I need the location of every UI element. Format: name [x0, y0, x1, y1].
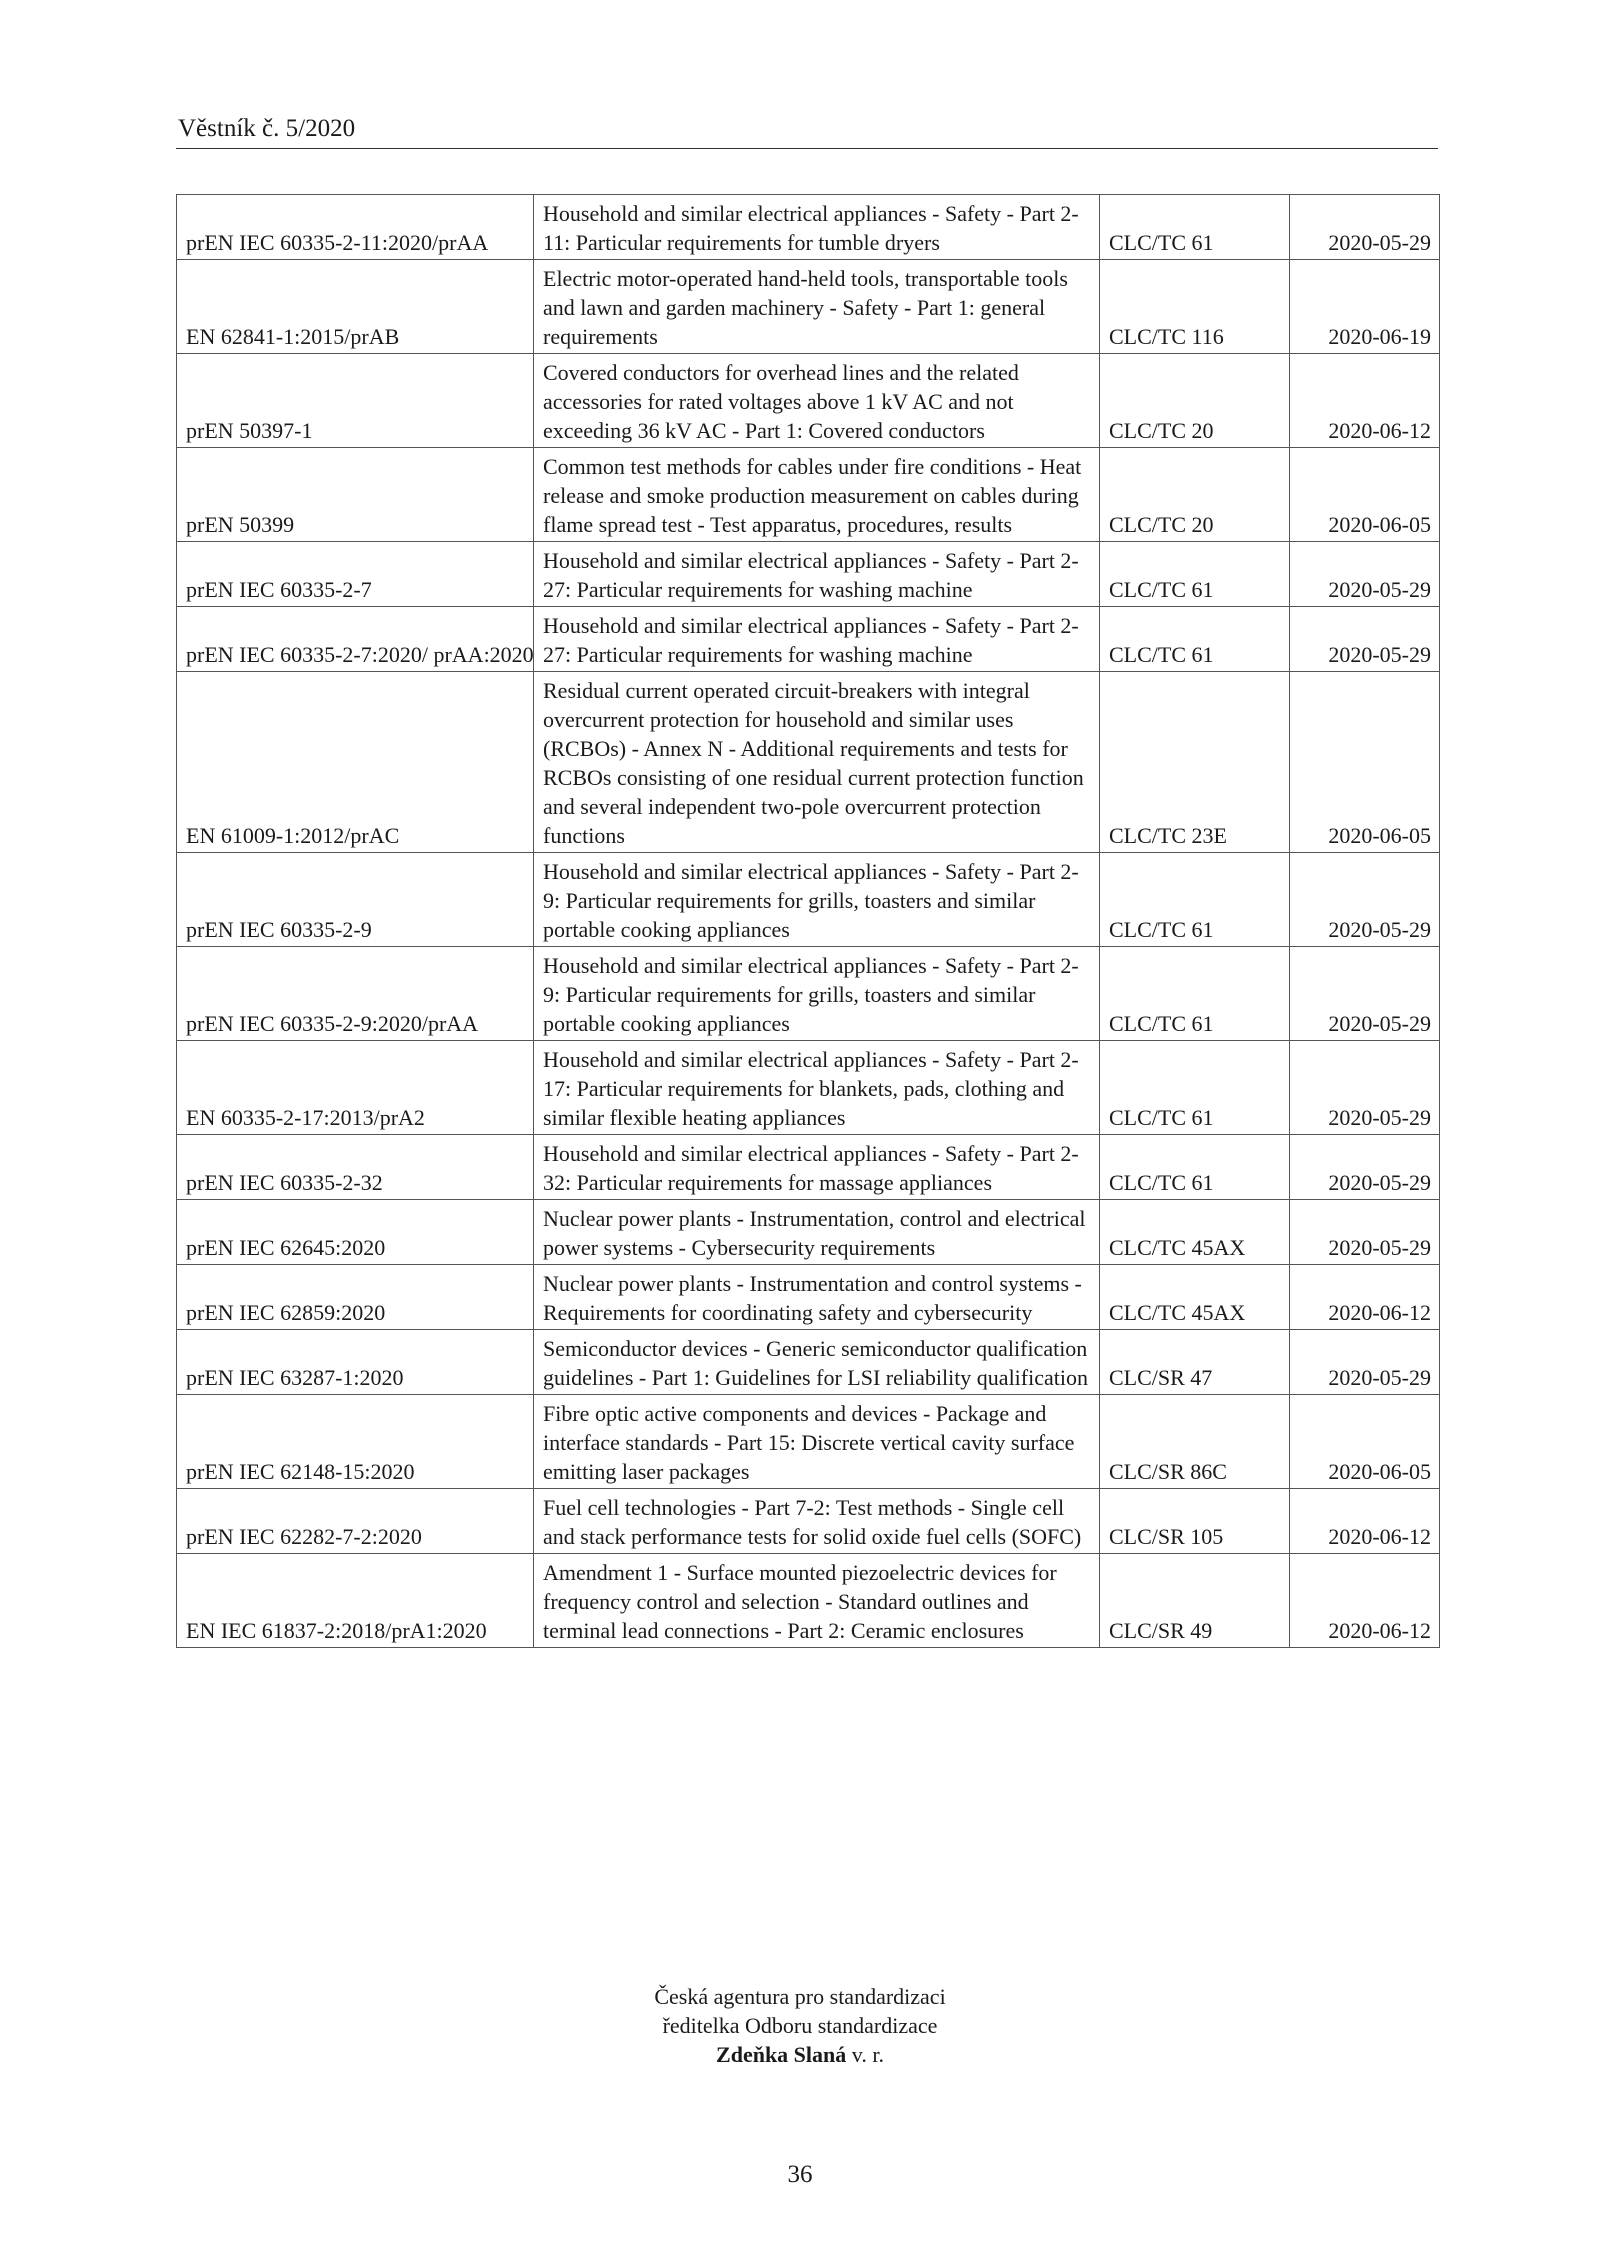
standard-title-cell: Household and similar electrical appliances - Safety - Part 2-9: Particular requirements for grills, toasters and similar portable cooking appliances — [534, 853, 1100, 947]
committee-cell: CLC/TC 45AX — [1100, 1200, 1290, 1265]
committee-cell: CLC/TC 61 — [1100, 1135, 1290, 1200]
deadline-date-cell: 2020-06-12 — [1290, 1489, 1440, 1554]
signature-block — [0, 1982, 1600, 2069]
table-row — [177, 1554, 1440, 1648]
committee-cell: CLC/TC 116 — [1100, 260, 1290, 354]
table-row — [177, 354, 1440, 448]
deadline-date-cell: 2020-06-12 — [1290, 354, 1440, 448]
standard-title-cell: Electric motor-operated hand-held tools, transportable tools and lawn and garden machinery - Safety - Part 1: general requirements — [534, 260, 1100, 354]
page-header — [176, 114, 1438, 149]
standard-title-cell: Household and similar electrical appliances - Safety - Part 2-11: Particular requirements for tumble dryers — [534, 195, 1100, 260]
standard-code-cell: prEN IEC 62859:2020 — [177, 1265, 534, 1330]
committee-cell: CLC/SR 86C — [1100, 1395, 1290, 1489]
page-number: 36 — [787, 2161, 813, 2188]
standard-code-cell: EN 60335-2-17:2013/prA2 — [177, 1041, 534, 1135]
deadline-date-cell: 2020-06-05 — [1290, 672, 1440, 853]
deadline-date-cell: 2020-05-29 — [1290, 1041, 1440, 1135]
deadline-date-cell: 2020-05-29 — [1290, 195, 1440, 260]
standard-code-cell: prEN IEC 62645:2020 — [177, 1200, 534, 1265]
committee-cell: CLC/TC 61 — [1100, 1041, 1290, 1135]
table-row — [177, 1395, 1440, 1489]
committee-cell: CLC/TC 20 — [1100, 448, 1290, 542]
committee-cell: CLC/SR 49 — [1100, 1554, 1290, 1648]
table-row — [177, 195, 1440, 260]
committee-cell: CLC/TC 61 — [1100, 195, 1290, 260]
deadline-date-cell: 2020-05-29 — [1290, 947, 1440, 1041]
standard-title-cell: Residual current operated circuit-breakers with integral overcurrent protection for household and similar uses (RCBOs) - Annex N - Additional requirements and tests for RCBOs consisting of one residual current protection function and several independent two-pole overcurrent protection functions — [534, 672, 1100, 853]
deadline-date-cell: 2020-06-05 — [1290, 448, 1440, 542]
signatory-name: Zdeňka Slaná — [716, 2042, 847, 2067]
standard-title-cell: Nuclear power plants - Instrumentation and control systems - Requirements for coordinating safety and cybersecurity — [534, 1265, 1100, 1330]
deadline-date-cell: 2020-05-29 — [1290, 1135, 1440, 1200]
deadline-date-cell: 2020-05-29 — [1290, 853, 1440, 947]
table-row — [177, 1135, 1440, 1200]
standard-code-cell: prEN IEC 62148-15:2020 — [177, 1395, 534, 1489]
signatory-name-line — [0, 2040, 1600, 2069]
standard-code-cell: EN 61009-1:2012/prAC — [177, 672, 534, 853]
deadline-date-cell: 2020-06-05 — [1290, 1395, 1440, 1489]
table-row — [177, 672, 1440, 853]
standard-code-cell: prEN IEC 60335-2-9:2020/prAA — [177, 947, 534, 1041]
standard-code-cell: prEN IEC 60335-2-7:2020/ prAA:2020 — [177, 607, 534, 672]
standard-code-cell: prEN IEC 63287-1:2020 — [177, 1330, 534, 1395]
table-row — [177, 448, 1440, 542]
table-row — [177, 260, 1440, 354]
standard-code-cell: prEN IEC 60335-2-7 — [177, 542, 534, 607]
standard-title-cell: Household and similar electrical appliances - Safety - Part 2-32: Particular requirements for massage appliances — [534, 1135, 1100, 1200]
deadline-date-cell: 2020-05-29 — [1290, 1330, 1440, 1395]
signatory-role: ředitelka Odboru standardizace — [662, 2013, 938, 2038]
table-row — [177, 1489, 1440, 1554]
table-row — [177, 853, 1440, 947]
committee-cell: CLC/TC 61 — [1100, 853, 1290, 947]
committee-cell: CLC/TC 61 — [1100, 607, 1290, 672]
committee-cell: CLC/TC 23E — [1100, 672, 1290, 853]
table-row — [177, 1330, 1440, 1395]
committee-cell: CLC/TC 45AX — [1100, 1265, 1290, 1330]
deadline-date-cell: 2020-05-29 — [1290, 1200, 1440, 1265]
deadline-date-cell: 2020-06-12 — [1290, 1554, 1440, 1648]
table-row — [177, 1200, 1440, 1265]
standard-title-cell: Fuel cell technologies - Part 7-2: Test methods - Single cell and stack performance tests for solid oxide fuel cells (SOFC) — [534, 1489, 1100, 1554]
deadline-date-cell: 2020-06-12 — [1290, 1265, 1440, 1330]
standard-code-cell: prEN 50399 — [177, 448, 534, 542]
standard-title-cell: Household and similar electrical appliances - Safety - Part 2-17: Particular requirements for blankets, pads, clothing and similar flexible heating appliances — [534, 1041, 1100, 1135]
standards-table — [176, 194, 1440, 1648]
table-row — [177, 607, 1440, 672]
deadline-date-cell: 2020-06-19 — [1290, 260, 1440, 354]
standard-title-cell: Household and similar electrical appliances - Safety - Part 2-9: Particular requirements for grills, toasters and similar portable cooking appliances — [534, 947, 1100, 1041]
standard-code-cell: EN 62841-1:2015/prAB — [177, 260, 534, 354]
standard-code-cell: prEN IEC 60335-2-9 — [177, 853, 534, 947]
committee-cell: CLC/TC 61 — [1100, 947, 1290, 1041]
standard-title-cell: Household and similar electrical appliances - Safety - Part 2-27: Particular requirements for washing machine — [534, 542, 1100, 607]
committee-cell: CLC/TC 20 — [1100, 354, 1290, 448]
deadline-date-cell: 2020-05-29 — [1290, 542, 1440, 607]
table-row — [177, 542, 1440, 607]
standard-title-cell: Nuclear power plants - Instrumentation, control and electrical power systems - Cybersecurity requirements — [534, 1200, 1100, 1265]
deadline-date-cell: 2020-05-29 — [1290, 607, 1440, 672]
committee-cell: CLC/SR 47 — [1100, 1330, 1290, 1395]
standard-title-cell: Amendment 1 - Surface mounted piezoelectric devices for frequency control and selection - Standard outlines and terminal lead connections - Part 2: Ceramic enclosures — [534, 1554, 1100, 1648]
standard-code-cell: prEN IEC 62282-7-2:2020 — [177, 1489, 534, 1554]
agency-name: Česká agentura pro standardizaci — [654, 1984, 946, 2009]
standard-title-cell: Semiconductor devices - Generic semiconductor qualification guidelines - Part 1: Guidelines for LSI reliability qualification — [534, 1330, 1100, 1395]
standard-code-cell: EN IEC 61837-2:2018/prA1:2020 — [177, 1554, 534, 1648]
table-row — [177, 1041, 1440, 1135]
standard-title-cell: Fibre optic active components and devices - Package and interface standards - Part 15: Discrete vertical cavity surface emitting laser packages — [534, 1395, 1100, 1489]
table-row — [177, 1265, 1440, 1330]
table-row — [177, 947, 1440, 1041]
standard-code-cell: prEN IEC 60335-2-11:2020/prAA — [177, 195, 534, 260]
standard-title-cell: Common test methods for cables under fire conditions - Heat release and smoke production measurement on cables during flame spread test - Test apparatus, procedures, results — [534, 448, 1100, 542]
standard-title-cell: Household and similar electrical appliances - Safety - Part 2-27: Particular requirements for washing machine — [534, 607, 1100, 672]
standard-title-cell: Covered conductors for overhead lines and the related accessories for rated voltages above 1 kV AC and not exceeding 36 kV AC - Part 1: Covered conductors — [534, 354, 1100, 448]
standard-code-cell: prEN 50397-1 — [177, 354, 534, 448]
committee-cell: CLC/TC 61 — [1100, 542, 1290, 607]
committee-cell: CLC/SR 105 — [1100, 1489, 1290, 1554]
journal-title: Věstník č. 5/2020 — [178, 115, 356, 142]
standard-code-cell: prEN IEC 60335-2-32 — [177, 1135, 534, 1200]
signatory-suffix: v. r. — [846, 2042, 884, 2067]
